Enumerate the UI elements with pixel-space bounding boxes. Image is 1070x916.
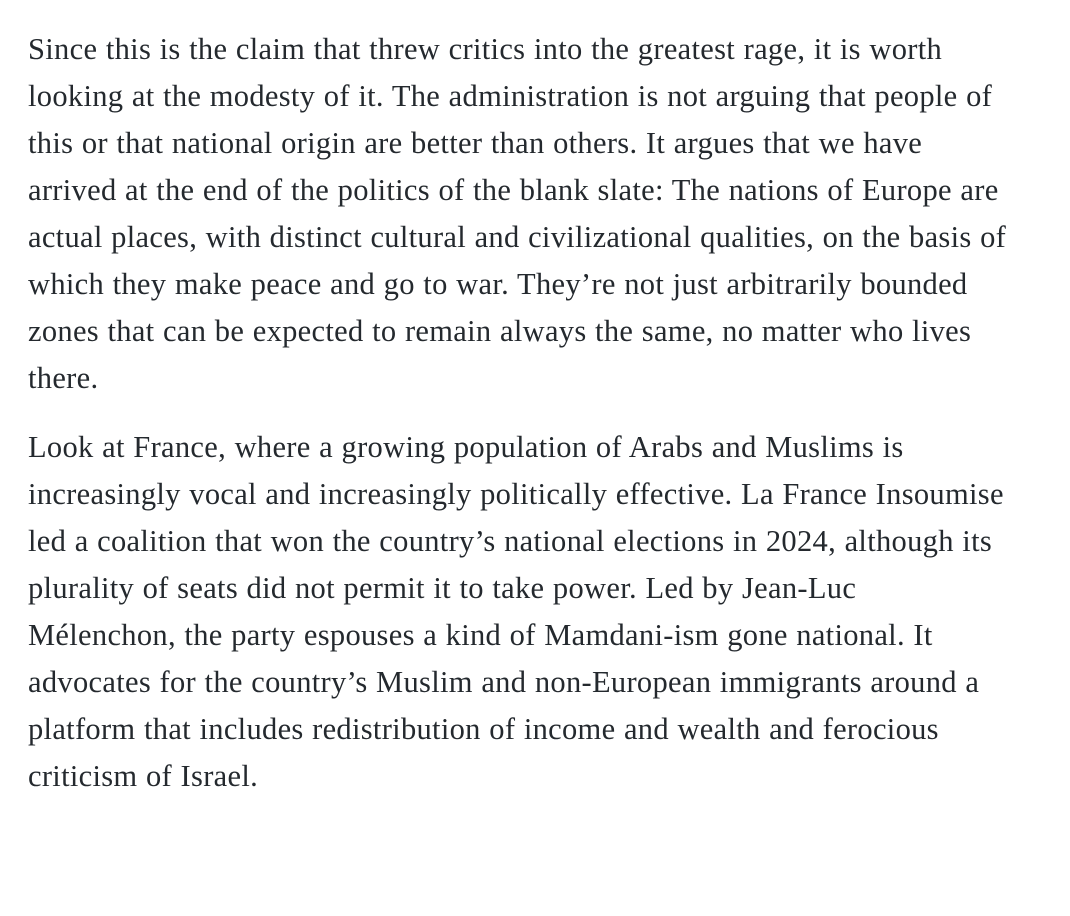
paragraph-1: Since this is the claim that threw critics into the greatest rage, it is worth looking at the modesty of it. The administration is not arguing that people of this or that national origin are better than others. It argues that we have arrived at the end of the politics of the blank slate: The nations of Europe are actual places, with distinct cultural and civilizational qualities, on the basis of which they make peace and go to war. They’re not just arbitrarily bounded zones that can be expected to remain always the same, no matter who lives there.	[28, 32, 1007, 395]
paragraph-2: Look at France, where a growing population of Arabs and Muslims is increasingly vocal and increasingly politically effective. La France Insoumise led a coalition that won the country’s national elections in 2024, although its plurality of seats did not permit it to take power. Led by Jean-Luc Mélenchon, the party espouses a kind of Mamdani-ism gone national. It advocates for the country’s Muslim and non-European immigrants around a platform that includes redistribution of income and wealth and ferocious criticism of Israel.	[28, 430, 1004, 793]
